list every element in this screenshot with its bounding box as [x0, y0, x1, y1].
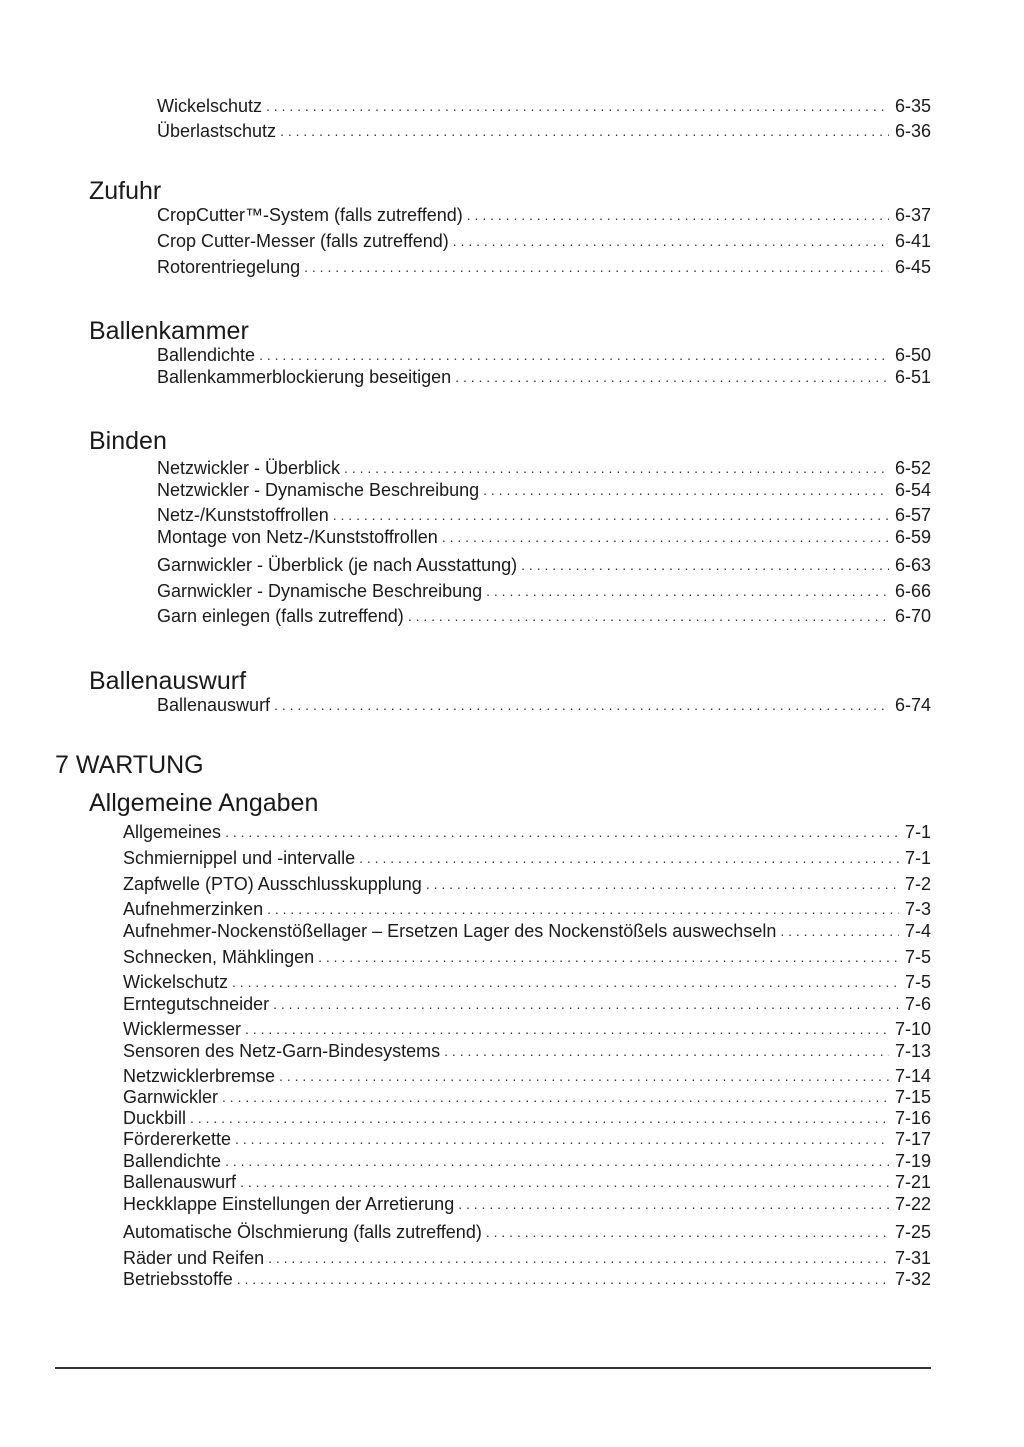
toc-entry[interactable] [157, 457, 931, 480]
toc-entry-page: 7-2 [904, 874, 931, 894]
toc-entry-page: 7-15 [894, 1087, 931, 1107]
toc-entry-page: 6-50 [894, 345, 931, 365]
toc-entry-page: 7-10 [894, 1019, 931, 1039]
toc-entry-page: 6-41 [894, 231, 931, 251]
toc-entry-title: Ballenauswurf [123, 1172, 237, 1192]
toc-entry-title: Netzwickler - Überblick [157, 458, 341, 478]
toc-entry-title: Garnwickler - Dynamische Beschreibung [157, 581, 483, 601]
toc-leader-dots [225, 1150, 889, 1172]
toc-leader-dots [279, 1065, 889, 1087]
toc-entry-page: 6-51 [894, 367, 931, 387]
toc-entry-title: Rotorentriegelung [157, 257, 301, 277]
toc-leader-dots [453, 230, 889, 252]
toc-entry-page: 6-70 [894, 606, 931, 626]
toc-leader-dots [333, 504, 889, 526]
toc-leader-dots [359, 847, 899, 869]
toc-entry[interactable] [157, 554, 931, 577]
section-heading-ballenauswurf: Ballenauswurf [89, 667, 247, 695]
toc-entry-title: Montage von Netz-/Kunststoffrollen [157, 527, 438, 547]
toc-leader-dots [780, 920, 899, 942]
toc-entry[interactable] [157, 605, 931, 628]
toc-entry[interactable] [123, 1247, 931, 1270]
toc-entry-title: Überlastschutz [157, 121, 277, 141]
toc-entry-title: Duckbill [123, 1108, 187, 1128]
toc-entry-page: 6-59 [894, 527, 931, 547]
toc-entry-page: 7-5 [904, 972, 931, 992]
toc-leader-dots [274, 694, 889, 716]
toc-leader-dots [245, 1018, 889, 1040]
toc-entry-page: 6-36 [894, 121, 931, 141]
toc-entry-title: Schmiernippel und -intervalle [123, 848, 356, 868]
toc-leader-dots [486, 1221, 889, 1243]
toc-entry-page: 6-37 [894, 205, 931, 225]
toc-entry-title: Ballendichte [123, 1151, 222, 1171]
toc-leader-dots [304, 256, 889, 278]
toc-leader-dots [273, 993, 899, 1015]
section-heading-allgemeine-angaben: Allgemeine Angaben [89, 789, 319, 817]
toc-entry-page: 6-45 [894, 257, 931, 277]
toc-entry-title: Netzwicklerbremse [123, 1066, 276, 1086]
toc-entry-page: 7-21 [894, 1172, 931, 1192]
toc-leader-dots [344, 457, 889, 479]
toc-entry-page: 6-35 [894, 96, 931, 116]
toc-entry-title: Allgemeines [123, 822, 222, 842]
toc-entry-title: Erntegutschneider [123, 994, 270, 1014]
toc-entry[interactable] [123, 847, 931, 870]
toc-entry-page: 7-19 [894, 1151, 931, 1171]
toc-entry-title: Aufnehmerzinken [123, 899, 264, 919]
toc-entry[interactable] [123, 971, 931, 994]
toc-entry[interactable] [157, 95, 931, 118]
toc-leader-dots [455, 366, 889, 388]
footer-divider [55, 1367, 931, 1369]
toc-entry-page: 7-3 [904, 899, 931, 919]
toc-leader-dots [467, 204, 889, 226]
toc-entry[interactable] [123, 821, 931, 844]
toc-entry-page: 6-54 [894, 480, 931, 500]
toc-entry[interactable] [123, 1128, 931, 1151]
toc-entry-page: 7-13 [894, 1041, 931, 1061]
toc-leader-dots [225, 821, 899, 843]
toc-entry[interactable] [157, 526, 931, 549]
toc-entry-title: Garnwickler [123, 1087, 219, 1107]
toc-entry-page: 6-63 [894, 555, 931, 575]
toc-entry-title: Aufnehmer-Nockenstößellager – Ersetzen Lager des Nockenstößels auswechseln [123, 921, 777, 941]
toc-entry[interactable] [157, 366, 931, 389]
toc-entry-page: 6-57 [894, 505, 931, 525]
toc-entry[interactable] [123, 993, 931, 1016]
toc-leader-dots [280, 120, 889, 142]
toc-entry[interactable] [123, 898, 931, 921]
toc-leader-dots [444, 1040, 889, 1062]
toc-entry-title: Ballenauswurf [157, 695, 271, 715]
toc-entry-title: Automatische Ölschmierung (falls zutreffend) [123, 1222, 482, 1242]
toc-entry-title: Sensoren des Netz-Garn-Bindesystems [123, 1041, 441, 1061]
toc-entry-title: CropCutter™-System (falls zutreffend) [157, 205, 463, 225]
toc-leader-dots [426, 873, 899, 895]
toc-leader-dots [259, 344, 889, 366]
toc-entry[interactable] [157, 120, 931, 143]
toc-entry-page: 7-4 [904, 921, 931, 941]
toc-leader-dots [235, 1128, 889, 1150]
toc-entry[interactable] [123, 1221, 931, 1244]
toc-entry-title: Ballendichte [157, 345, 256, 365]
toc-leader-dots [442, 526, 889, 548]
toc-entry-title: Crop Cutter-Messer (falls zutreffend) [157, 231, 449, 251]
toc-leader-dots [267, 898, 899, 920]
toc-leader-dots [232, 971, 899, 993]
toc-entry-title: Netzwickler - Dynamische Beschreibung [157, 480, 480, 500]
toc-leader-dots [190, 1107, 889, 1129]
toc-entry-title: Wicklermesser [123, 1019, 242, 1039]
toc-entry-title: Netz-/Kunststoffrollen [157, 505, 329, 525]
toc-entry[interactable] [123, 1171, 931, 1194]
toc-entry[interactable] [123, 1040, 931, 1063]
toc-leader-dots [458, 1193, 889, 1215]
toc-entry-title: Fördererkette [123, 1129, 232, 1149]
toc-entry-page: 7-25 [894, 1222, 931, 1242]
toc-leader-dots [222, 1086, 889, 1108]
toc-entry-page: 7-1 [904, 822, 931, 842]
section-heading-binden: Binden [89, 427, 167, 455]
toc-entry-page: 6-74 [894, 695, 931, 715]
toc-leader-dots [266, 95, 889, 117]
toc-entry-page: 7-22 [894, 1194, 931, 1214]
toc-entry[interactable] [123, 946, 931, 969]
toc-leader-dots [408, 605, 889, 627]
toc-entry-page: 7-5 [904, 947, 931, 967]
toc-entry[interactable] [123, 1018, 931, 1041]
toc-entry-page: 7-31 [894, 1248, 931, 1268]
toc-entry[interactable] [123, 873, 931, 896]
toc-entry-title: Garnwickler - Überblick (je nach Ausstattung) [157, 555, 518, 575]
toc-entry[interactable] [123, 1086, 931, 1109]
toc-entry-page: 7-1 [904, 848, 931, 868]
section-heading-ballenkammer: Ballenkammer [89, 317, 249, 345]
toc-entry[interactable] [157, 580, 931, 603]
toc-entry[interactable] [157, 344, 931, 367]
toc-entry-title: Räder und Reifen [123, 1248, 265, 1268]
toc-entry-title: Wickelschutz [157, 96, 263, 116]
toc-entry[interactable] [123, 920, 931, 943]
chapter-heading: 7 WARTUNG [55, 751, 204, 779]
toc-leader-dots [486, 580, 889, 602]
toc-leader-dots [237, 1268, 889, 1290]
toc-entry-title: Heckklappe Einstellungen der Arretierung [123, 1194, 455, 1214]
toc-entry[interactable] [157, 479, 931, 502]
toc-leader-dots [240, 1171, 889, 1193]
toc-entry-page: 7-14 [894, 1066, 931, 1086]
toc-entry-page: 7-6 [904, 994, 931, 1014]
toc-entry-page: 7-17 [894, 1129, 931, 1149]
toc-entry-page: 6-66 [894, 581, 931, 601]
toc-entry-title: Garn einlegen (falls zutreffend) [157, 606, 404, 626]
toc-entry-title: Wickelschutz [123, 972, 229, 992]
toc-leader-dots [268, 1247, 889, 1269]
toc-entry[interactable] [123, 1065, 931, 1088]
toc-entry[interactable] [123, 1107, 931, 1130]
toc-entry-page: 7-16 [894, 1108, 931, 1128]
toc-entry[interactable] [157, 204, 931, 227]
toc-entry[interactable] [123, 1268, 931, 1291]
toc-entry[interactable] [157, 256, 931, 279]
toc-entry-title: Zapfwelle (PTO) Ausschlusskupplung [123, 874, 422, 894]
toc-entry[interactable] [157, 230, 931, 253]
toc-leader-dots [318, 946, 899, 968]
toc-entry-title: Ballenkammerblockierung beseitigen [157, 367, 452, 387]
section-heading-zufuhr: Zufuhr [89, 177, 162, 205]
toc-leader-dots [483, 479, 889, 501]
toc-leader-dots [521, 554, 889, 576]
toc-entry-title: Betriebsstoffe [123, 1269, 233, 1289]
toc-entry[interactable] [157, 504, 931, 527]
toc-entry-page: 6-52 [894, 458, 931, 478]
toc-entry-title: Schnecken, Mähklingen [123, 947, 315, 967]
toc-entry[interactable] [157, 694, 931, 717]
toc-entry-page: 7-32 [894, 1269, 931, 1289]
toc-entry[interactable] [123, 1193, 931, 1216]
toc-entry[interactable] [123, 1150, 931, 1173]
